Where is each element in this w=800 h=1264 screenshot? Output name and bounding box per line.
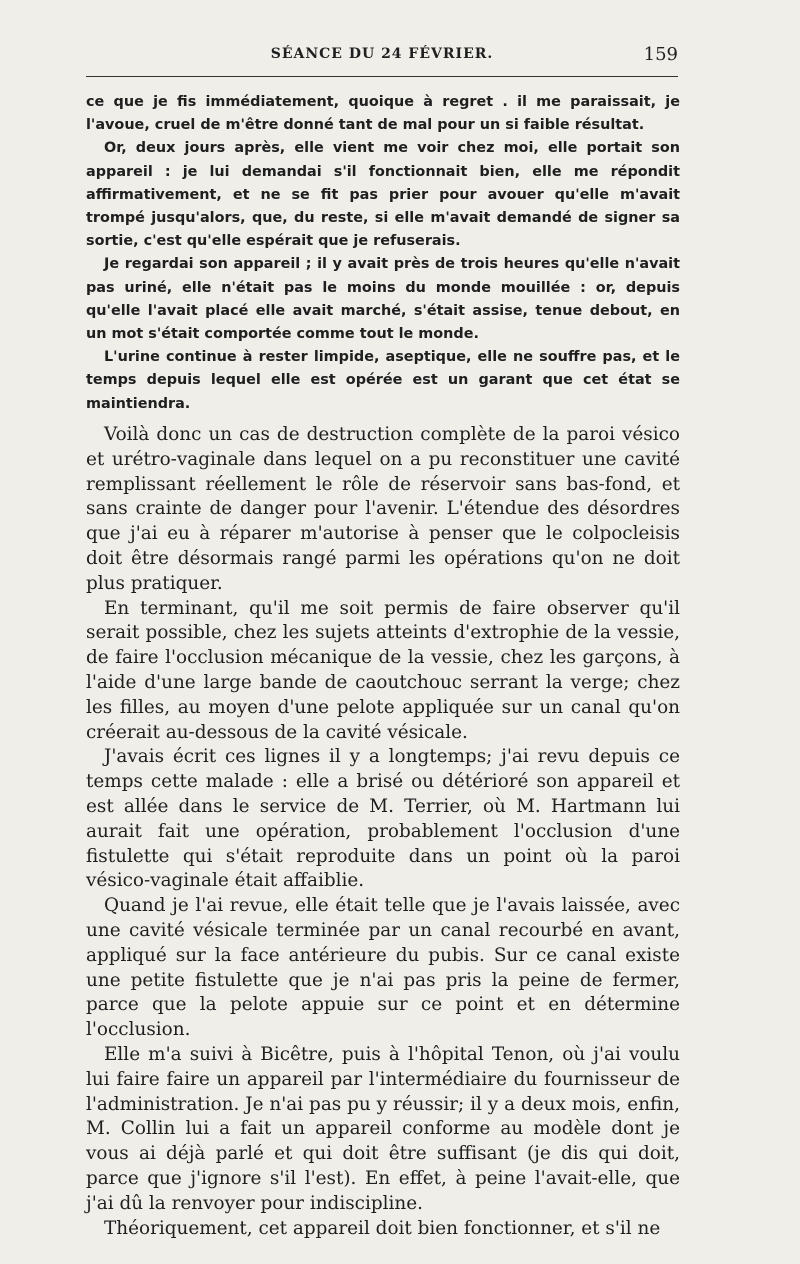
small-print-section bbox=[86, 91, 680, 416]
page-header bbox=[86, 44, 678, 74]
paragraph: Elle m'a suivi à Bicêtre, puis à l'hôpital Tenon, où j'ai voulu lui faire faire un appareil par l'intermédiaire du fournisseur de l'administration. Je n'ai pas pu y réussir; il y a deux mois, enfin, M. Collin lui a fait un appareil conforme au modèle dont je vous ai déjà parlé et qui doit être suffisant (je dis qui doit, parce que j'ignore s'il l'est). En effet, à peine l'avait-elle, que j'ai dû la renvoyer pour indiscipline. bbox=[86, 1043, 680, 1214]
header-rule bbox=[86, 76, 678, 77]
paragraph: Voilà donc un cas de destruction complète de la paroi vésico et urétro-vaginale dans lequel on a pu reconstituer une cavité remplissant réellement le rôle de réservoir sans bas-fond, et sans crainte de danger pour l'avenir. L'étendue des désordres que j'ai eu à réparer m'autorise à penser que le colpocleisis doit être désormais rangé parmi les opérations qu'on ne doit plus pratiquer. bbox=[86, 424, 680, 594]
paragraph: Je regardai son appareil ; il y avait près de trois heures qu'elle n'avait pas uriné, elle n'était pas le moins du monde mouillée : or, depuis qu'elle l'avait placé elle avait marché, s'était assise, tenue debout, en un mot s'était comportée comme tout le monde. bbox=[86, 256, 680, 343]
paragraph: Or, deux jours après, elle vient me voir chez moi, elle portait son appareil : je lui demandai s'il fonctionnait bien, elle me répondit affirmativement, et ne se fit pas prier pour avouer qu'elle m'avait trompé jusqu'alors, que, du reste, si elle m'avait demandé de signer sa sortie, c'est qu'elle espérait que je refuserais. bbox=[86, 140, 680, 250]
paragraph: J'avais écrit ces lignes il y a longtemps; j'ai revu depuis ce temps cette malade : elle a brisé ou détérioré son appareil et est allée dans le service de M. Terrier, où M. Hartmann lui aurait fait une opération, probablement l'occlusion d'une fistulette qui s'était reproduite dans un point où la paroi vésico-vaginale était affaiblie. bbox=[86, 746, 680, 892]
paragraph: En terminant, qu'il me soit permis de faire observer qu'il serait possible, chez les sujets atteints d'extrophie de la vessie, de faire l'occlusion mécanique de la vessie, chez les garçons, à l'aide d'une large bande de caoutchouc serrant la verge; chez les filles, au moyen d'une pelote appliquée sur un canal qu'on créerait au-dessous de la cavité vésicale. bbox=[86, 597, 680, 743]
paragraph: ce que je fis immédiatement, quoique à regret . il me paraissait, je l'avoue, cruel de m'être donné tant de mal pour un si faible résultat. bbox=[86, 94, 680, 134]
main-text-section bbox=[86, 423, 680, 1241]
paragraph: Théoriquement, cet appareil doit bien fonctionner, et s'il ne bbox=[104, 1217, 661, 1239]
page-number: 159 bbox=[643, 44, 678, 65]
running-head: SÉANCE DU 24 FÉVRIER. bbox=[270, 46, 494, 62]
paragraph: Quand je l'ai revue, elle était telle que je l'avais laissée, avec une cavité vésicale terminée par un canal recourbé en avant, appliqué sur la face antérieure du pubis. Sur ce canal existe une petite fistulette que je n'ai pas pris la peine de fermer, parce que la pelote appuie sur ce point et en détermine l'occlusion. bbox=[86, 895, 680, 1041]
paragraph: L'urine continue à rester limpide, aseptique, elle ne souffre pas, et le temps depuis lequel elle est opérée est un garant que cet état se maintiendra. bbox=[86, 349, 680, 412]
